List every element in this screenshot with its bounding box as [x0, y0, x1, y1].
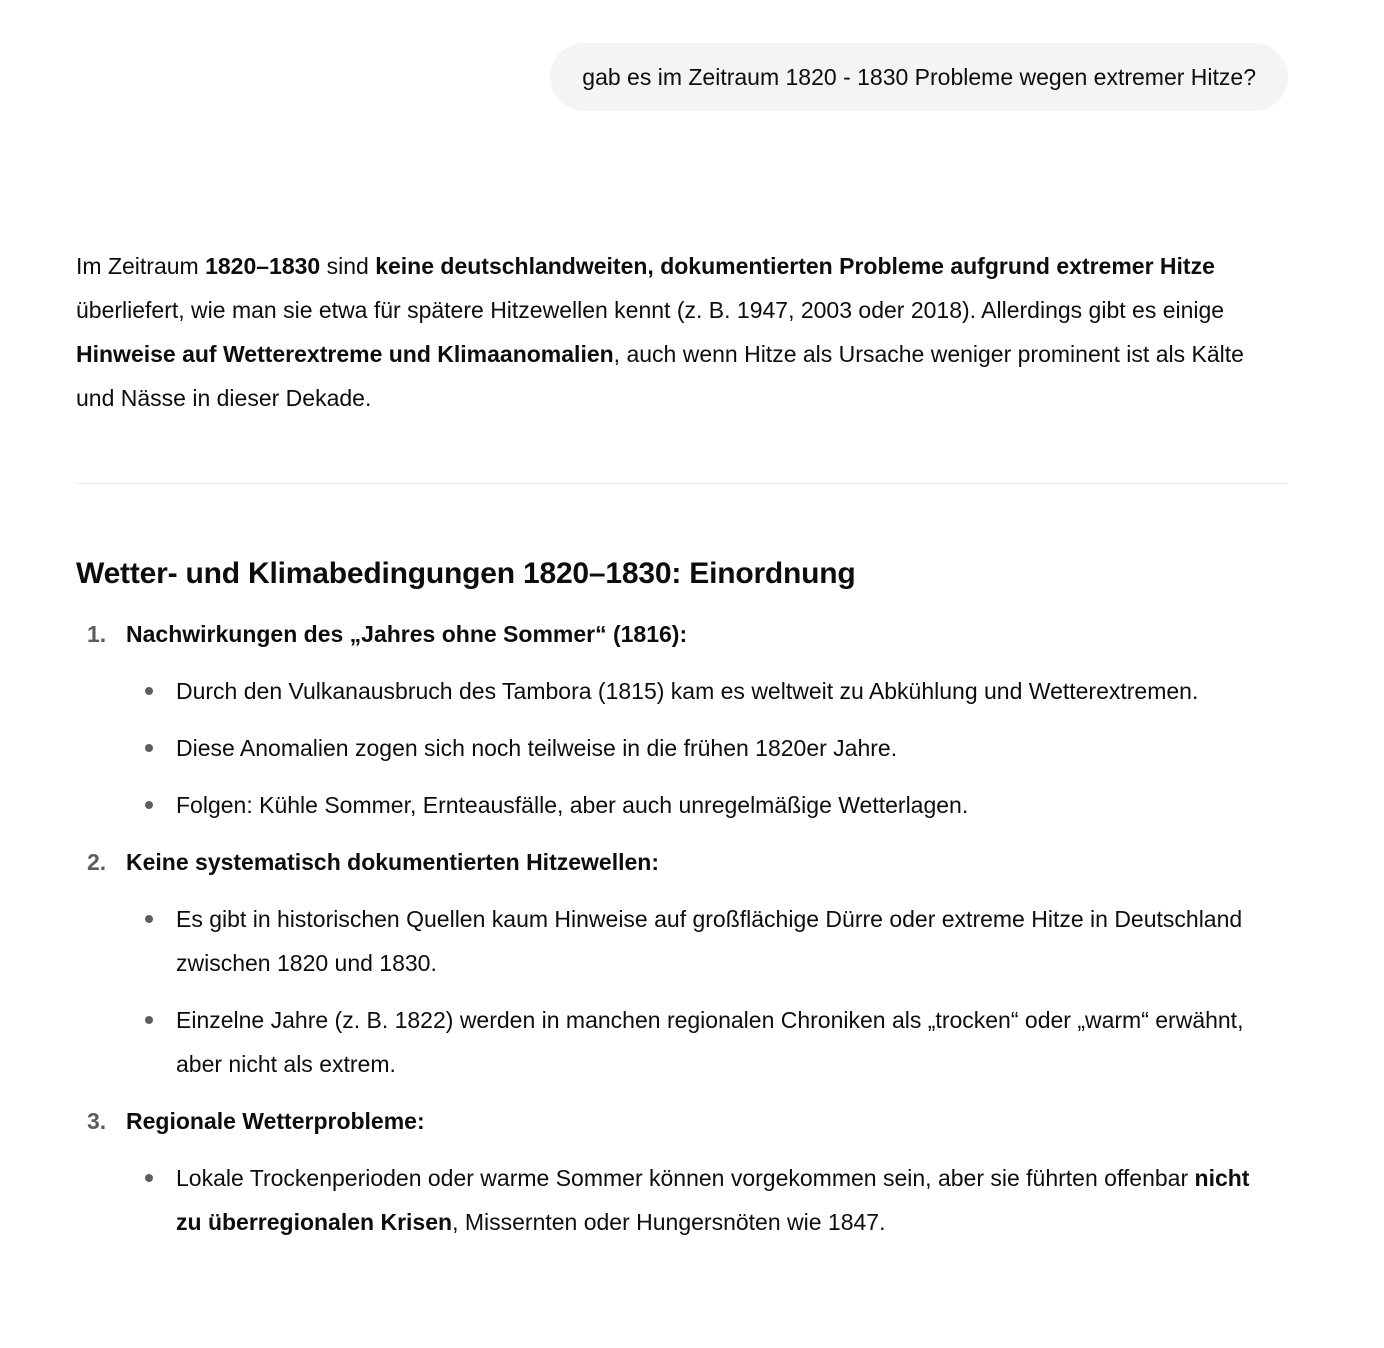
bullet-list	[76, 1156, 1288, 1244]
intro-bold: keine deutschlandweiten, dokumentierten Probleme aufgrund extremer Hitze	[375, 253, 1215, 279]
bullet-item	[76, 1156, 1288, 1244]
list-item-3	[76, 1099, 1288, 1244]
bullet-item	[76, 726, 1288, 770]
bullet-text: Einzelne Jahre (z. B. 1822) werden in manchen regionalen Chroniken als „trocken“ oder „warm“ erwähnt, aber nicht als extrem.	[176, 1007, 1244, 1077]
bullet-text: , Missernten oder Hungersnöten wie 1847.	[452, 1209, 886, 1235]
list-item-title	[76, 840, 1288, 884]
bullet-list	[76, 669, 1288, 827]
list-item-title	[76, 612, 1288, 656]
bullet-list	[76, 897, 1288, 1086]
user-message-bubble: gab es im Zeitraum 1820 - 1830 Probleme wegen extremer Hitze?	[550, 43, 1288, 111]
list-item-title-text: Keine systematisch dokumentierten Hitzewellen:	[126, 849, 659, 875]
section-heading: Wetter- und Klimabedingungen 1820–1830: Einordnung	[76, 557, 856, 590]
assistant-answer	[76, 244, 1288, 1235]
intro-text: überliefert, wie man sie etwa für spätere Hitzewellen kennt (z. B. 1947, 2003 oder 2018). Allerdings gibt es einige	[76, 297, 1225, 323]
bullet-dot-icon	[145, 687, 153, 695]
list-item-title-text: Regionale Wetterprobleme:	[126, 1108, 425, 1134]
bullet-dot-icon	[145, 744, 153, 752]
answer-intro	[76, 244, 1288, 420]
list-item-number: 3.	[87, 1108, 107, 1134]
bullet-bold-text: nicht zu überregionalen Krisen	[176, 1165, 1250, 1235]
intro-text: sind	[320, 253, 376, 279]
list-item-number: 2.	[87, 849, 107, 875]
bullet-dot-icon	[145, 1174, 153, 1182]
intro-bold: 1820–1830	[205, 253, 321, 279]
numbered-list	[76, 612, 1288, 1257]
intro-text: Im Zeitraum	[76, 253, 206, 279]
bullet-item	[76, 897, 1288, 985]
bullet-item	[76, 783, 1288, 827]
bullet-item	[76, 669, 1288, 713]
intro-text: , auch wenn Hitze als Ursache weniger prominent ist als Kälte und Nässe in dieser Dekade.	[76, 341, 1244, 411]
list-item-title-text: Nachwirkungen des „Jahres ohne Sommer“ (1816):	[126, 621, 688, 647]
list-item-title	[76, 1099, 1288, 1143]
bullet-text: Folgen: Kühle Sommer, Ernteausfälle, aber auch unregelmäßige Wetterlagen.	[176, 792, 969, 818]
list-item-1	[76, 612, 1288, 827]
bullet-text: Durch den Vulkanausbruch des Tambora (1815) kam es weltweit zu Abkühlung und Wetterextremen.	[176, 678, 1199, 704]
bullet-dot-icon	[145, 801, 153, 809]
intro-bold: Hinweise auf Wetterextreme und Klimaanomalien	[76, 341, 614, 367]
bullet-dot-icon	[145, 915, 153, 923]
list-item-number: 1.	[87, 621, 107, 647]
section-divider	[76, 483, 1288, 484]
bullet-dot-icon	[145, 1016, 153, 1024]
bullet-text: Diese Anomalien zogen sich noch teilweise in die frühen 1820er Jahre.	[176, 735, 898, 761]
bullet-text: Lokale Trockenperioden oder warme Sommer können vorgekommen sein, aber sie führten offenbar	[176, 1165, 1195, 1191]
bullet-item	[76, 998, 1288, 1086]
bullet-text: Es gibt in historischen Quellen kaum Hinweise auf großflächige Dürre oder extreme Hitze in Deutschland zwischen 1820 und 1830.	[176, 906, 1243, 976]
list-item-2	[76, 840, 1288, 1086]
